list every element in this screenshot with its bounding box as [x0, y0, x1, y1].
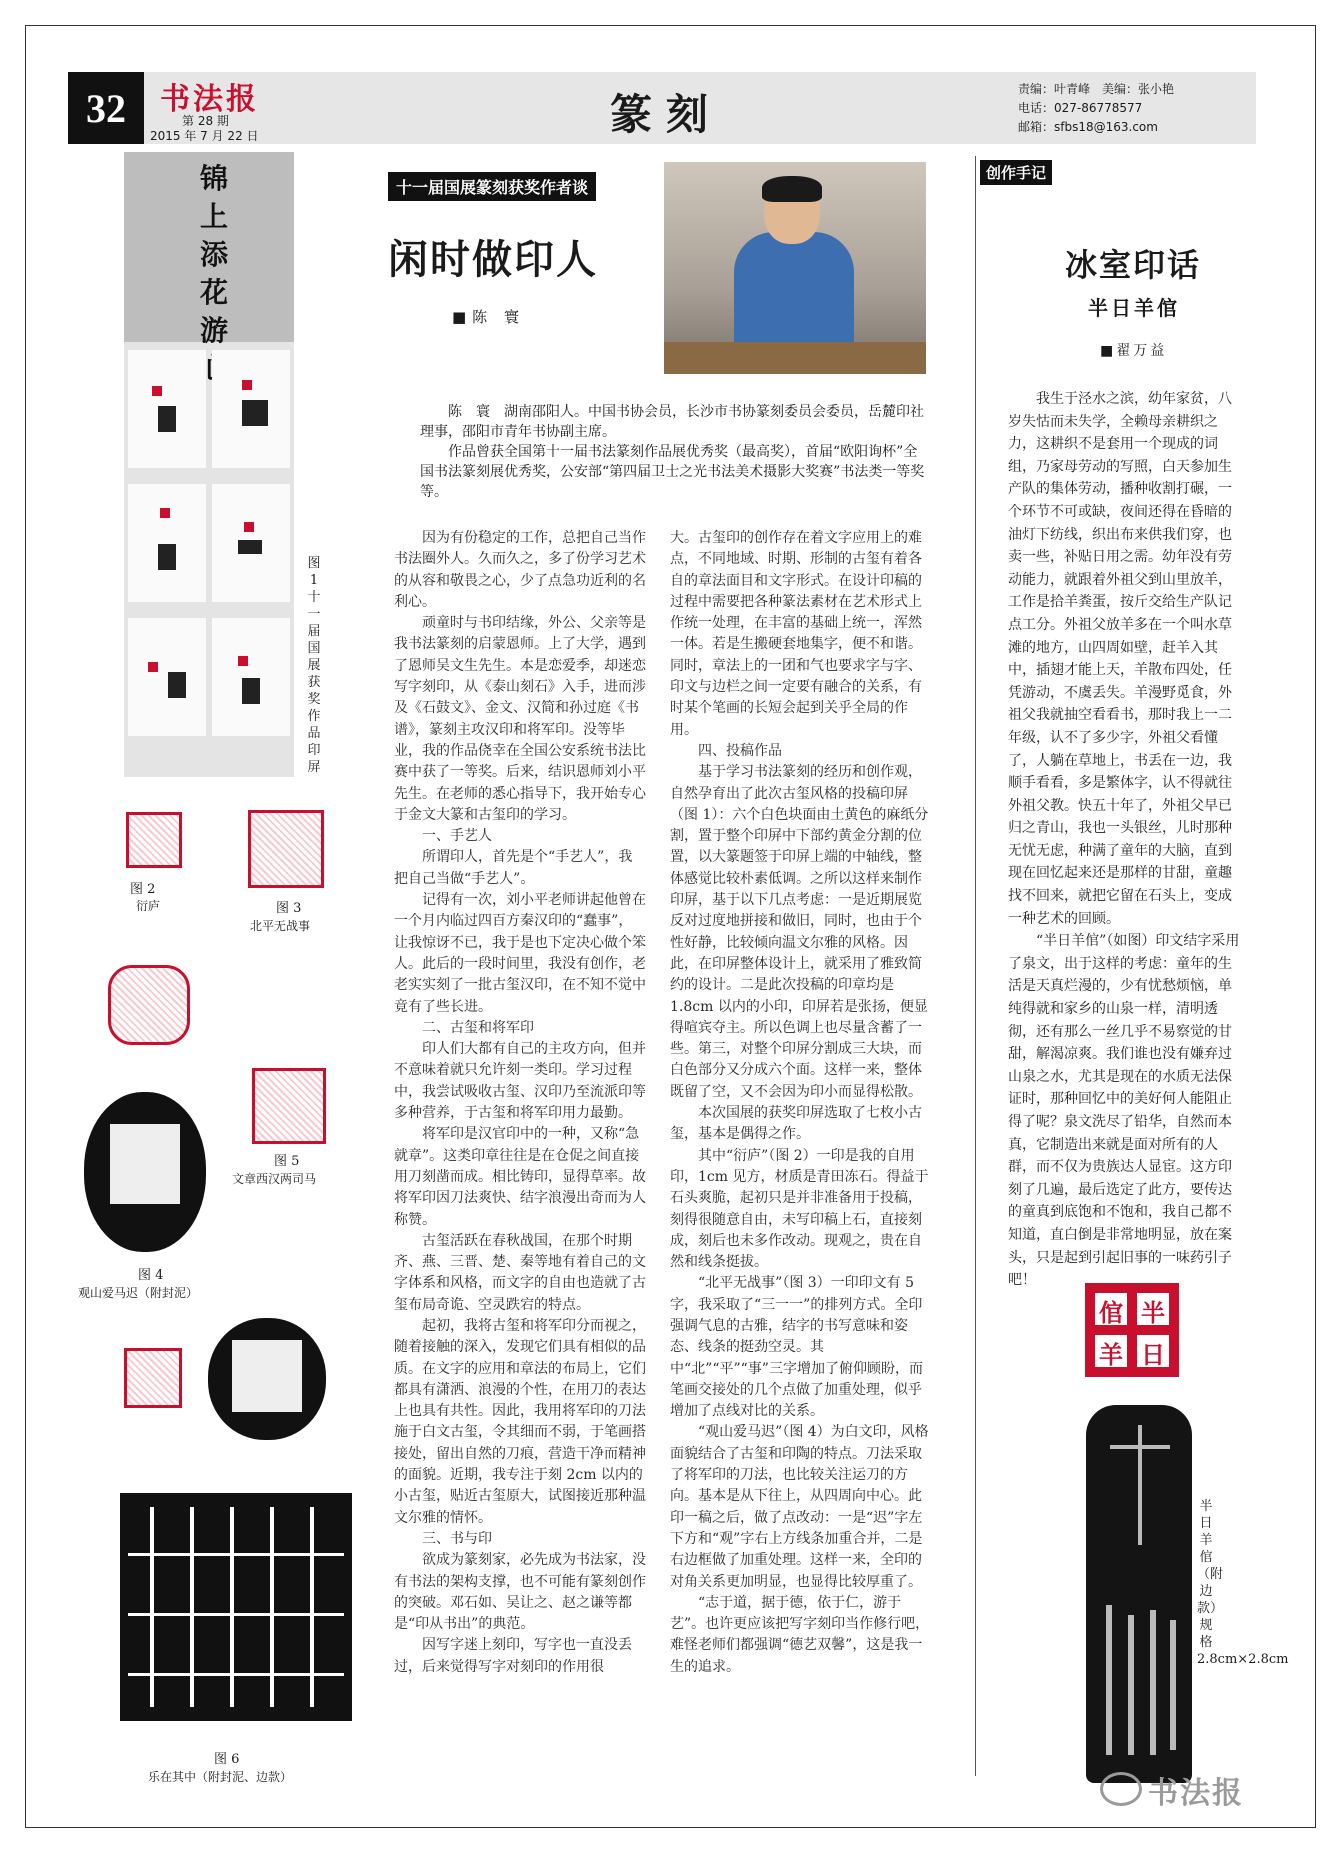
paragraph: 本次国展的获奖印屏选取了七枚小古玺，基本是偶得之作。	[670, 1105, 922, 1143]
subheading: 二、古玺和将军印	[422, 1019, 534, 1036]
author-photo	[664, 162, 926, 374]
subheading: 四、投稿作品	[698, 742, 782, 759]
fengni-fig4-face	[110, 1124, 180, 1204]
column-divider	[975, 156, 976, 1776]
seal-fig2	[126, 812, 182, 868]
subheading: 三、书与印	[422, 1530, 492, 1547]
paragraph: “北平无战事”（图 3）一印印文有 5 字，我采取了“三一一”的排列方式。全印强调气息的古雅，结字的书写意味和姿态、线条的挺劲空灵。其中“北”“平”“事”三字增加了俯仰顾盼，而笔画交接处的几个点做了加重处理，似乎增加了点线对比的关系。	[670, 1275, 923, 1420]
seal-rubbing-with-inscription	[1086, 1405, 1192, 1783]
seal-char: 倌	[1099, 1298, 1123, 1327]
seal-panel	[128, 618, 206, 736]
seal-panel	[212, 618, 290, 736]
paragraph: 记得有一次，刘小平老师讲起他曾在一个月内临过四百方秦汉印的“蠢事”，让我惊讶不已，我于是也下定决心做个笨人。此后的一段时间里，我没有创作，老老实实刻了一批古玺汉印，在不知不觉中竟有了些长进。	[394, 892, 646, 1015]
paragraph: 古玺活跃在春秋战国，在那个时期齐、燕、三晋、楚、秦等地有着自己的文字体系和风格，而文字的自由也造就了古玺布局奇诡、空灵跌宕的特点。	[394, 1232, 646, 1313]
subheading: 一、手艺人	[422, 828, 492, 845]
seal-fig4	[108, 965, 190, 1045]
side-banner: 创作手记	[980, 160, 1052, 185]
credit-line: 电话：027-86778577	[1018, 101, 1143, 115]
author-intro	[420, 402, 928, 502]
paragraph: 基于学习书法篆刻的经历和创作观，自然孕育出了此次古玺风格的投稿印屏（图 1）：六个白色块面由土黄色的麻纸分割，置于整个印屏中下部约黄金分割的位置，以大篆题签于印屏上端的中轴线，整体感觉比较朴素低调。之所以这样来制作印屏，基于以下几点考虑：一是近期展览反对过度地拼接和做旧，同时，也由于个性好静，比较倾向温文尔雅的风格。因此，在印屏整体设计上，就采用了雅致简约的设计。二是此次投稿的印章均是 1.8cm 以内的小印，印屏若是张扬，便显得喧宾夺主。所以色调上也尽量含蓄了一些。第三，对整个印屏分割成三大块，而白色部分又分成六个面。这样一来，整体既留了空，又不会因为印小而显得松散。	[670, 764, 929, 1100]
issue-date: 2015 年 7 月 22 日	[150, 129, 259, 143]
paragraph: “志于道，据于德，依于仁，游于艺”。也许更应该把写字刻印当作修行吧，难怪老师们都强调“德艺双馨”，这是我一生的追求。	[670, 1594, 930, 1675]
seal-fig3	[248, 810, 324, 888]
issue-number: 第 28 期	[182, 114, 229, 128]
article-title: 闲时做印人	[388, 237, 598, 283]
intro-paragraph: 陈 寰 湖南邵阳人。中国书协会员，长沙市书协篆刻委员会委员，岳麓印社理事，邵阳市青年书协副主席。	[420, 404, 924, 440]
paragraph: 大。古玺印的创作存在着文字应用上的难点，不同地域、时期、形制的古玺有着各自的章法面目和文字形式。在设计印稿的过程中需要把各种篆法素材在艺术形式上作统一处理，在丰富的基础上统一，浑然一体。若是生搬硬套地集字，便不和谐。同时，章法上的一团和气也要求字与字、印文与边栏之间一定要有融合的关系，有时某个笔画的长短会起到关乎全局的作用。	[670, 530, 922, 738]
article-column-1	[394, 528, 646, 1678]
figure-6-title: 乐在其中（附封泥、边款）	[148, 1770, 293, 1784]
figure-2-title: 衍庐	[136, 899, 161, 913]
wechat-icon	[1100, 1772, 1142, 1806]
fengni-fig6-face	[232, 1340, 302, 1412]
paragraph: 因写字迷上刻印，写字也一直没丢过，后来觉得写字对刻印的作用很	[394, 1637, 632, 1675]
seal-panel	[212, 350, 290, 468]
seal-char: 半	[1141, 1298, 1165, 1327]
seal-char: 日	[1141, 1340, 1165, 1369]
article-banner: 十一届国展篆刻获奖作者谈	[388, 172, 596, 201]
side-subtitle: 半日羊倌	[1088, 296, 1180, 320]
credit-line: 邮箱：sfbs18@163.com	[1018, 120, 1158, 134]
paragraph: “观山爱马迟”（图 4）为白文印，风格面貌结合了古玺和印陶的特点。刀法采取了将军印的刀法，也比较关注运刀的方向。基本是从下往上，从四周向中心。此印一稿之后，做了点改动：一是“迟”字左下方和“观”字右上方线条加重合并，二是右边框做了加重处理。这样一来，全印的对角关系更加明显，也显得比较厚重了。	[670, 1424, 929, 1590]
figure-6-label: 图 6	[214, 1752, 240, 1767]
paragraph: 顽童时与书印结缘，外公、父亲等是我书法篆刻的启蒙恩师。上了大学，遇到了恩师吴文生先生。本是恋爱季，却迷恋写字刻印，从《泰山刻石》入手，进而涉及《石鼓文》、金文、汉简和孙过庭《书谱》，篆刻主攻汉印和将军印。没等毕业，我的作品侥幸在全国公安系统书法比赛中获了一等奖。后来，结识恩师刘小平先生。在老师的悉心指导下，我开始专心于金文大篆和古玺印的学习。	[394, 615, 646, 823]
seal-fig6	[124, 1348, 182, 1408]
paragraph: 将军印是汉官印中的一种，又称“急就章”。这类印章往往是在仓促之间直接用刀刻凿而成。相比铸印，显得草率。故将军印因刀法爽快、结字浪漫出奇而为人称赞。	[394, 1126, 646, 1228]
paragraph: 起初，我将古玺和将军印分而视之，随着接触的深入，发现它们具有相似的品质。在文字的应用和章法的布局上，它们都具有潇洒、浪漫的个性，在用刀的表达上也具有共性。因此，我用将军印的刀法施于白文古玺，令其细而不弱，于笔画搭接处，留出自然的刀痕，营造干净而精神的面貌。近期，我专注于刻 2cm 以内的小古玺，贴近古玺原大，试图接近那种温文尔雅的情怀。	[394, 1317, 646, 1526]
watermark: 书法报	[1148, 1776, 1244, 1811]
seal-char: 羊	[1099, 1340, 1123, 1369]
paragraph: 其中“衍庐”（图 2）一印是我的自用印，1cm 见方，材质是青田冻石。得益于石头爽脆，起初只是并非准备用于投稿，刻得很随意自由，未写印稿上石，直接刻成，刻后也未多作改动。现观之，贵在自然和线条挺拔。	[670, 1147, 929, 1271]
figure-5-title: 文章西汉两司马	[232, 1172, 317, 1186]
calligraphy-title: 锦上添花游	[199, 162, 228, 347]
figure-4-title: 观山爱马迟（附封泥）	[78, 1286, 199, 1300]
figure-4-label: 图 4	[138, 1268, 164, 1283]
figure-3-label: 图 3	[276, 901, 302, 916]
page-number: 32	[68, 72, 144, 144]
seal-panel	[212, 484, 290, 602]
side-inscription-rubbing	[120, 1493, 352, 1721]
side-title: 冰室印话	[1065, 246, 1202, 284]
intro-paragraph: 作品曾获全国第十一届书法篆刻作品展优秀奖（最高奖），首届“欧阳询杯”全国书法篆刻展优秀奖，公安部“第四届卫士之光书法美术摄影大奖赛”书法类一等奖等。	[420, 444, 925, 500]
side-essay	[1008, 388, 1244, 1292]
article-byline: ■陈 寰	[452, 308, 525, 326]
paragraph: 因为有份稳定的工作，总把自己当作书法圈外人。久而久之，多了份学习艺术的从容和敬畏之心，少了点急功近利的名利心。	[394, 530, 646, 610]
paragraph: 所谓印人，首先是个“手艺人”，我把自己当做“手艺人”。	[394, 849, 633, 887]
editor-credits	[1018, 80, 1174, 137]
article-column-2	[670, 528, 932, 1678]
paragraph: 印人们大都有自己的主攻方向，但并不意味着就只允许刻一类印。学习过程中，我尝试吸收古玺、汉印乃至流派印等多种营养，于古玺和将军印用力最勤。	[394, 1041, 646, 1122]
masthead-logo: 书法报	[160, 82, 259, 117]
rubbing-caption: 半日羊倌（附边款） 规格 2.8cm×2.8cm	[1197, 1499, 1289, 1667]
side-byline: ■翟万益	[1100, 343, 1168, 359]
seal-banri-yangguan	[1085, 1283, 1179, 1377]
paragraph: “半日羊倌”（如图）印文结字采用了泉文，出于这样的考虑：童年的生活是天真烂漫的，少有忧愁烦恼，单纯得就和家乡的山泉一样，清明透彻，还有那么一丝几乎不易察觉的甘甜，解渴凉爽。我们谁也没有嫌弃过山泉之水，尤其是现在的水质无法保证时，那种回忆中的美好何人能阻止得了呢？泉文洗尽了铅华，自然而本真，它制造出来就是面对所有的人群，而不仅为贵族达人显宦。这方印刻了几遍，最后选定了此方，要传达的童真到底饱和不饱和，我自己都不知道，直白倒是非常地明显，放在案头，只是起到引起旧事的一味药引子吧！	[1008, 933, 1240, 1289]
figure-2-label: 图 2	[130, 882, 156, 897]
paragraph: 我生于泾水之滨，幼年家贫，八岁失怙而未失学，全赖母亲耕织之力，这耕织不是套用一个现成的词组，乃家母劳动的写照，白天参加生产队的集体劳动，播种收割打碾，一个环节不可或缺，夜间还得在昏暗的油灯下纺线，织出布来供我们穿，也卖一些，补贴日用之需。幼年没有劳动能力，就跟着外祖父到山里放羊，工作是拾羊粪蛋，按斤交给生产队记点工分。外祖父放羊多在一个叫水草滩的地方，山四周如壁，赶羊入其中，插翅才能上天，羊散布四处，任凭游动，不虞丢失。羊漫野觅食，外祖父我就抽空看看书，那时我上一二年级，认不了多少字，外祖父看懂了，人躺在草地上，书丢在一边，我顺手看看，多是繁体字，认不得就往外祖父教。快五十年了，外祖父早已归之青山，我也一头银丝，儿时那种无忧无虑，种满了童年的大脑，直到现在回忆起来还是那样的甘甜，童趣找不回来，就把它留在石头上，变成一种艺术的回顾。	[1008, 391, 1232, 927]
section-title: 篆刻	[610, 90, 723, 139]
figure-1-caption: 图1 十一届国展获奖作品印屏	[307, 556, 321, 775]
figure-5-label: 图 5	[274, 1154, 300, 1169]
figure-3-title: 北平无战事	[250, 919, 311, 933]
seal-panel	[128, 484, 206, 602]
paragraph: 欲成为篆刻家，必先成为书法家，没有书法的架构支撑，也不可能有篆刻创作的突破。邓石如、吴让之、赵之谦等都是“印从书出”的典范。	[394, 1552, 646, 1633]
credit-line: 责编：叶青峰 美编：张小艳	[1018, 82, 1175, 96]
seal-panel	[128, 350, 206, 468]
seal-fig5	[252, 1068, 326, 1144]
